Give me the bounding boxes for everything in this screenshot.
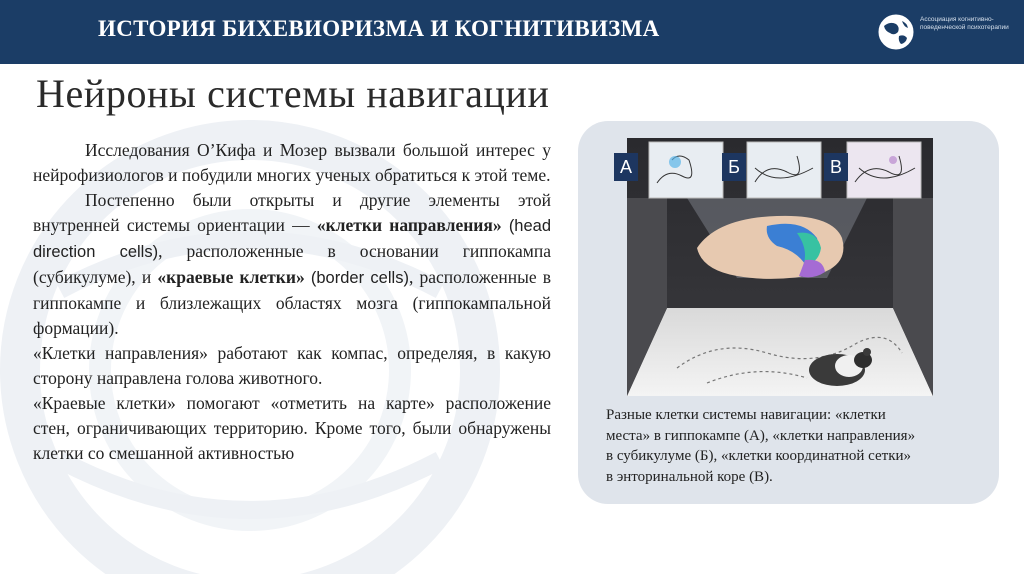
label-a: А bbox=[614, 153, 638, 181]
body-text bbox=[33, 138, 551, 466]
paragraph-2-text-c: , расположенные в гиппокампе и близлежащих областях мозга (гиппокампальной формации). bbox=[33, 267, 552, 338]
term-border-cells: «краевые клетки» bbox=[157, 267, 305, 287]
header-title: ИСТОРИЯ БИХЕВИОРИЗМА И КОГНИТИВИЗМА bbox=[98, 16, 660, 41]
page-title: Нейроны системы навигации bbox=[36, 71, 550, 116]
caption-line-4: в энторинальной коре (В). bbox=[606, 468, 773, 485]
logo-caption: Ассоциация когнитивно-поведенческой психотерапии bbox=[920, 16, 1009, 31]
paragraph-2-text-b: , расположенные в основании гиппокампа (субикулуме), и bbox=[33, 241, 551, 287]
paragraph-2 bbox=[33, 188, 551, 341]
navigation-cells-illustration bbox=[627, 138, 933, 396]
caption-line-2: места» в гиппокампе (А), «клетки направления» bbox=[606, 427, 916, 444]
caption-line-1: Разные клетки системы навигации: «клетки bbox=[606, 407, 886, 423]
term-head-direction-en: (head direction cells) bbox=[33, 217, 552, 261]
caption-line-3: в субикулуме (Б), «клетки координатной сетки» bbox=[606, 448, 912, 464]
term-border-cells-en: (border cells) bbox=[310, 269, 409, 287]
label-v: В bbox=[824, 153, 848, 181]
paragraph-1: Исследования О’Кифа и Мозер вызвали большой интерес у нейрофизиологов и побудили многих ученых обратиться к этой теме. bbox=[33, 140, 551, 185]
globe-logo-icon bbox=[876, 12, 916, 52]
paragraph-4: «Краевые клетки» помогают «отметить на карте» расположение стен, ограничивающих территорию. Кроме того, были обнаружены клетки со смешанной активностью bbox=[33, 393, 551, 463]
header-bar bbox=[0, 0, 1024, 64]
paragraph-2-text-a: Постепенно были открыты и другие элементы этой внутренней системы ориентации — bbox=[33, 190, 551, 235]
term-head-direction: «клетки направления» bbox=[316, 215, 502, 235]
paragraph-3: «Клетки направления» работают как компас, определяя, в какую сторону направлена голова животного. bbox=[33, 343, 551, 388]
label-b: Б bbox=[722, 153, 746, 181]
figure-caption bbox=[606, 405, 992, 487]
